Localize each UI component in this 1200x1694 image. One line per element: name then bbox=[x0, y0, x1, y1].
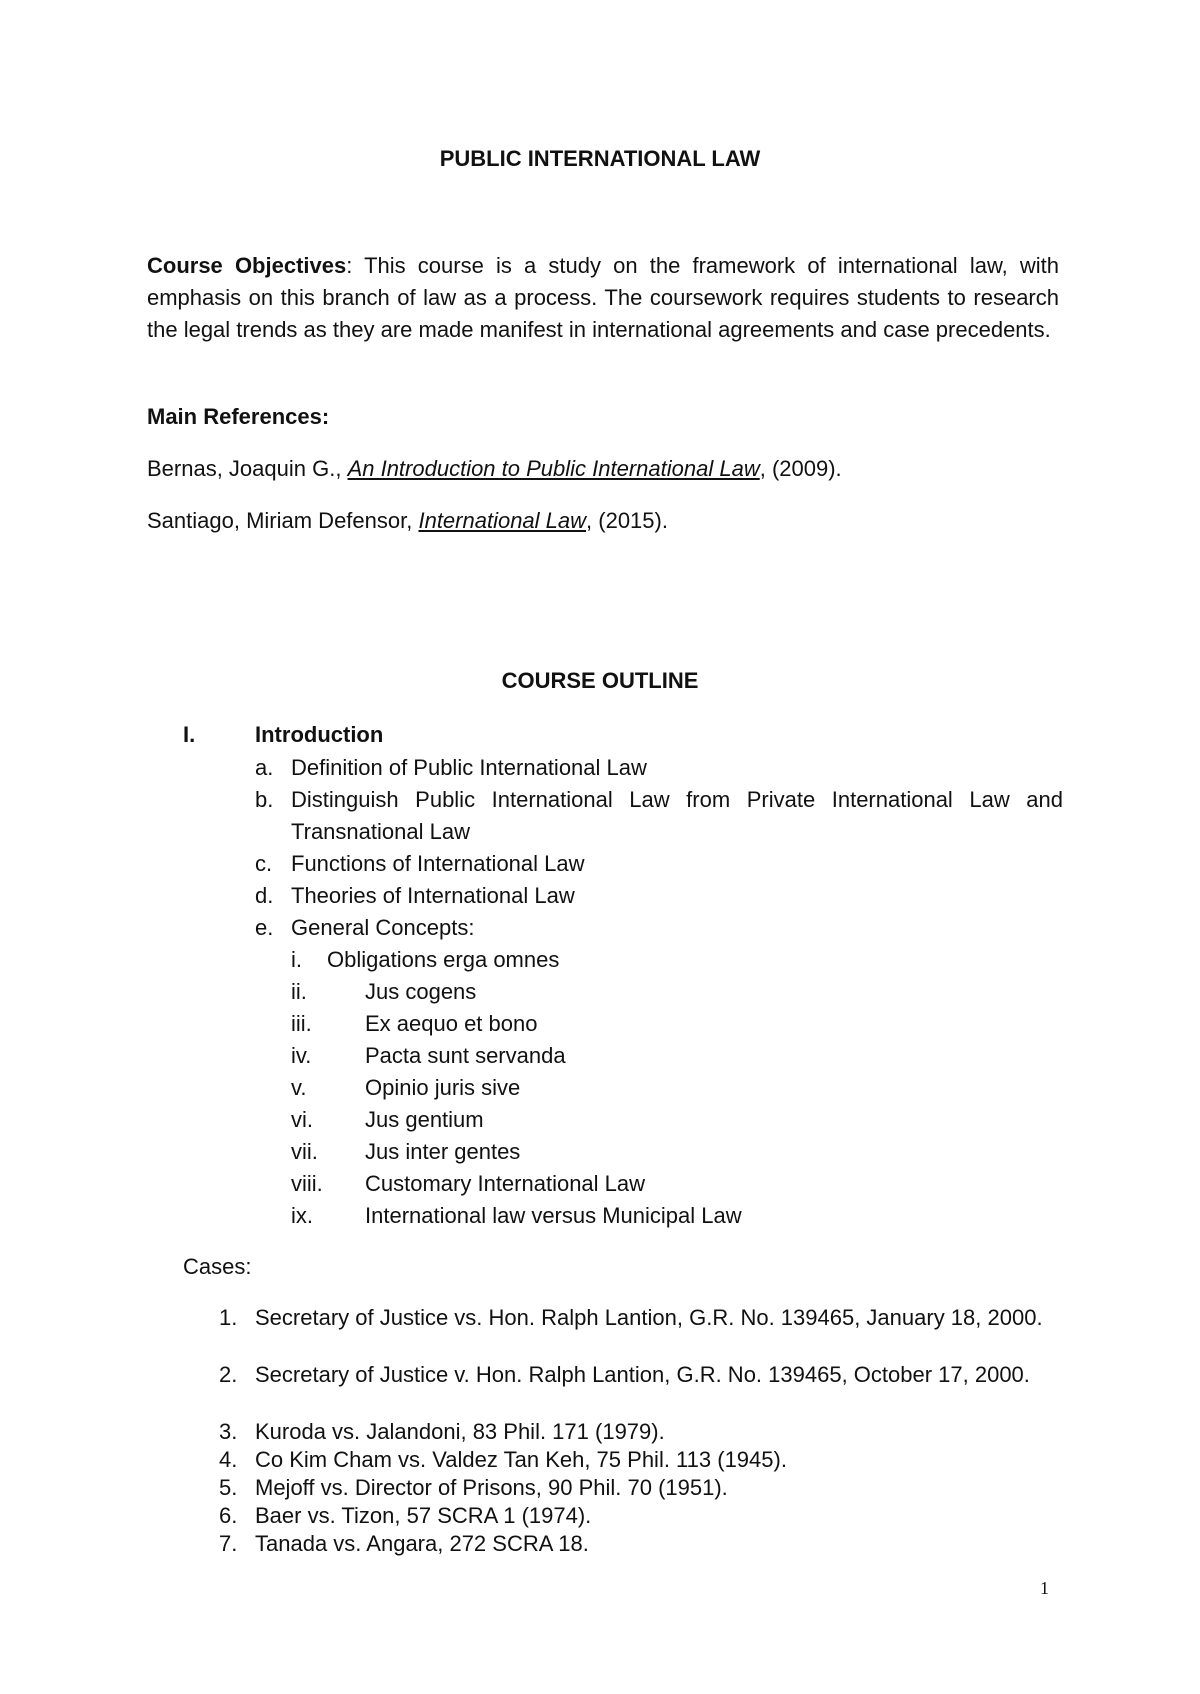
cases-heading: Cases: bbox=[183, 1254, 252, 1279]
objectives-text: : This course is a study on the framework of international law, with emphasis on this branch of law as a process. The coursework requires students to research the legal trends as they are made manifest in international agreements and case precedents. bbox=[147, 253, 1060, 342]
case-item: 2. Secretary of Justice v. Hon. Ralph Lantion, G.R. No. 139465, October 17, 2000. bbox=[219, 1362, 1030, 1387]
course-objectives bbox=[147, 250, 1059, 346]
reference-title: An Introduction to Public International Law bbox=[347, 456, 760, 481]
page-number: 1 bbox=[1040, 1578, 1049, 1598]
outline-item: b. Distinguish Public International Law from Private International Law and Transnational Law bbox=[255, 787, 1063, 844]
section-title: Introduction bbox=[255, 722, 384, 747]
document-title: PUBLIC INTERNATIONAL LAW bbox=[439, 146, 761, 171]
reference-item: Santiago, Miriam Defensor, International Law, (2015). bbox=[147, 508, 668, 533]
reference-item: Bernas, Joaquin G., An Introduction to Public International Law, (2009). bbox=[147, 456, 842, 481]
references-heading: Main References: bbox=[147, 404, 330, 429]
outline-heading: COURSE OUTLINE bbox=[501, 668, 699, 693]
document-page: PUBLIC INTERNATIONAL LAW Course Objectives: This course is a study on the framework of international law, with emphasis on this branch of law as a process. The coursework requires students to research the legal trends as they are made manifest in international agreements and case precedents. Main References: Bernas, Joaquin G., An Introduction to Public International Law, (2009). Santiago, Miriam Defensor, International Law, (2015). COURSE OUTLINE I. Introduction a. Definition of Public International Law b. Distinguish Public International Law from Private International Law and Transnational Law c. Functions of International Law d. Theories of International Law e. General Concepts: i. Obligations erga omnes ii. Jus cogens iii. Ex aequo et bono iv. Pacta sunt servanda v. Opinio juris sive vi. Jus gentium vii. Jus inter gentes viii. Customary International Law ix. International law versus Municipal Law Cases: 1. Secretary of Justice vs. Hon. Ralph Lantion, G.R. No. 139465, January 18, 2000. 2. Secretary of Justice v. Hon. Ralph Lantion, G.R. No. 139465, October 17, 2000. 3. Kuroda vs. Jalandoni, 83 Phil. 171 (1979). 4. Co Kim Cham vs. Valdez Tan Keh, 75 Phil. 113 (1945). 5. Mejoff vs. Director of Prisons, 90 Phil. 70 (1951). 6. Baer vs. Tizon, 57 SCRA 1 (1974). 7. Tanada vs. Angara, 272 SCRA 18. 1 bbox=[0, 0, 1200, 1694]
objectives-label: Course Objectives bbox=[147, 253, 347, 278]
section-marker: I. bbox=[183, 722, 196, 747]
case-item: 1. Secretary of Justice vs. Hon. Ralph Lantion, G.R. No. 139465, January 18, 2000. bbox=[219, 1305, 1043, 1330]
reference-title: International Law bbox=[418, 508, 587, 533]
